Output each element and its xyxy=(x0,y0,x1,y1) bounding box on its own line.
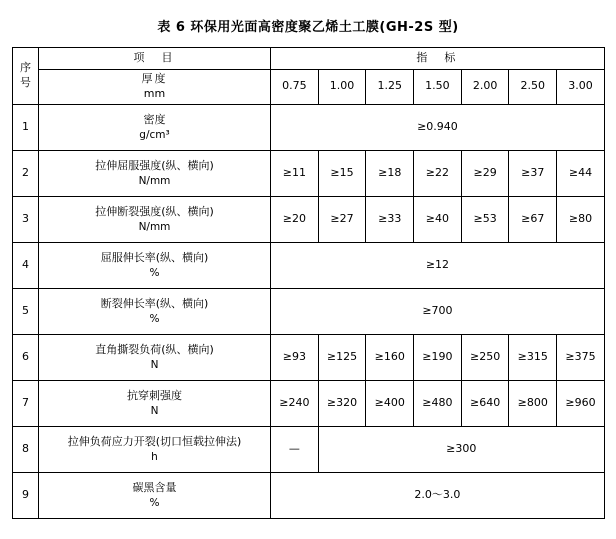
row-merged-value: ≥12 xyxy=(271,242,605,288)
row-value: ≥160 xyxy=(366,334,414,380)
row-value: ≥640 xyxy=(461,380,509,426)
row-item xyxy=(39,104,271,150)
header-seq-line1: 序 xyxy=(20,61,31,74)
row-item-unit: % xyxy=(149,496,160,509)
row-seq: 4 xyxy=(13,242,39,288)
row-value: ≥11 xyxy=(271,150,319,196)
table-row xyxy=(13,196,605,242)
row-item-name: 直角撕裂负荷(纵、横向) xyxy=(95,342,214,356)
row-value: ≥18 xyxy=(366,150,414,196)
row-item-unit: h xyxy=(151,450,158,463)
row-value: ≥400 xyxy=(366,380,414,426)
row-seq: 1 xyxy=(13,104,39,150)
row-item-unit: N xyxy=(150,358,159,371)
row-value: ≥800 xyxy=(509,380,557,426)
row-seq: 8 xyxy=(13,426,39,472)
row-item xyxy=(39,196,271,242)
row-item-unit: N xyxy=(150,404,159,417)
row-item-name: 密度 xyxy=(143,112,166,126)
header-thickness-unit: mm xyxy=(143,86,166,100)
header-thickness-value: 0.75 xyxy=(271,70,319,105)
row-value: ≥53 xyxy=(461,196,509,242)
row-value: ≥240 xyxy=(271,380,319,426)
row-item-name: 屈服伸长率(纵、横向) xyxy=(100,250,209,264)
table-row xyxy=(13,104,605,150)
row-value: ≥29 xyxy=(461,150,509,196)
row-value: ≥320 xyxy=(318,380,366,426)
row-seq: 3 xyxy=(13,196,39,242)
table-row xyxy=(13,472,605,518)
row-seq: 2 xyxy=(13,150,39,196)
header-thickness-value: 3.00 xyxy=(557,70,605,105)
row-item-unit: % xyxy=(149,312,160,325)
row-value: ≥250 xyxy=(461,334,509,380)
row-seq: 5 xyxy=(13,288,39,334)
row-item xyxy=(39,334,271,380)
table-row xyxy=(13,242,605,288)
row-item xyxy=(39,426,271,472)
table-header-row-1 xyxy=(13,48,605,70)
table-row xyxy=(13,334,605,380)
header-seq-line2: 号 xyxy=(20,75,31,89)
row-item-unit: % xyxy=(149,266,160,279)
header-thickness-label: 厚度 xyxy=(141,72,168,85)
row-value-na: — xyxy=(271,426,319,472)
header-thickness-value: 2.50 xyxy=(509,70,557,105)
spec-table xyxy=(12,47,605,519)
row-value: ≥27 xyxy=(318,196,366,242)
table-header-row-2 xyxy=(13,70,605,105)
row-value: ≥125 xyxy=(318,334,366,380)
row-value: ≥20 xyxy=(271,196,319,242)
row-value: ≥44 xyxy=(557,150,605,196)
row-item xyxy=(39,472,271,518)
row-item xyxy=(39,288,271,334)
row-value: ≥67 xyxy=(509,196,557,242)
row-value: ≥80 xyxy=(557,196,605,242)
row-item xyxy=(39,242,271,288)
table-row xyxy=(13,150,605,196)
row-value: ≥33 xyxy=(366,196,414,242)
header-thickness xyxy=(39,70,271,105)
table-row xyxy=(13,426,605,472)
row-merged-value: 2.0～3.0 xyxy=(271,472,605,518)
row-item-name: 拉伸屈服强度(纵、横向) xyxy=(95,158,214,172)
row-value: ≥22 xyxy=(414,150,462,196)
row-value: ≥40 xyxy=(414,196,462,242)
row-merged-value: ≥300 xyxy=(318,426,604,472)
row-merged-value: ≥0.940 xyxy=(271,104,605,150)
row-merged-value: ≥700 xyxy=(271,288,605,334)
row-item-name: 拉伸断裂强度(纵、横向) xyxy=(95,204,214,218)
table-row xyxy=(13,380,605,426)
row-value: ≥375 xyxy=(557,334,605,380)
row-value: ≥960 xyxy=(557,380,605,426)
row-item xyxy=(39,380,271,426)
row-item-unit: N/mm xyxy=(138,174,171,187)
header-seq xyxy=(13,48,39,105)
row-item-unit: g/cm³ xyxy=(139,128,170,141)
table-row xyxy=(13,288,605,334)
row-value: ≥480 xyxy=(414,380,462,426)
header-thickness-value: 1.25 xyxy=(366,70,414,105)
header-index: 指 标 xyxy=(271,48,605,70)
row-seq: 6 xyxy=(13,334,39,380)
row-item-name: 碳黑含量 xyxy=(132,480,177,494)
row-item-name: 抗穿刺强度 xyxy=(127,388,182,402)
row-item-name: 拉伸负荷应力开裂(切口恒载拉伸法) xyxy=(67,434,242,448)
table-caption: 表 6 环保用光面高密度聚乙烯土工膜(GH-2S 型) xyxy=(157,20,459,35)
header-thickness-value: 2.00 xyxy=(461,70,509,105)
row-item-unit: N/mm xyxy=(138,220,171,233)
header-thickness-value: 1.00 xyxy=(318,70,366,105)
header-thickness-value: 1.50 xyxy=(414,70,462,105)
row-value: ≥15 xyxy=(318,150,366,196)
row-value: ≥190 xyxy=(414,334,462,380)
row-item-name: 断裂伸长率(纵、横向) xyxy=(100,296,209,310)
row-value: ≥93 xyxy=(271,334,319,380)
header-item: 项 目 xyxy=(39,48,271,70)
row-item xyxy=(39,150,271,196)
row-value: ≥37 xyxy=(509,150,557,196)
row-value: ≥315 xyxy=(509,334,557,380)
row-seq: 9 xyxy=(13,472,39,518)
row-seq: 7 xyxy=(13,380,39,426)
